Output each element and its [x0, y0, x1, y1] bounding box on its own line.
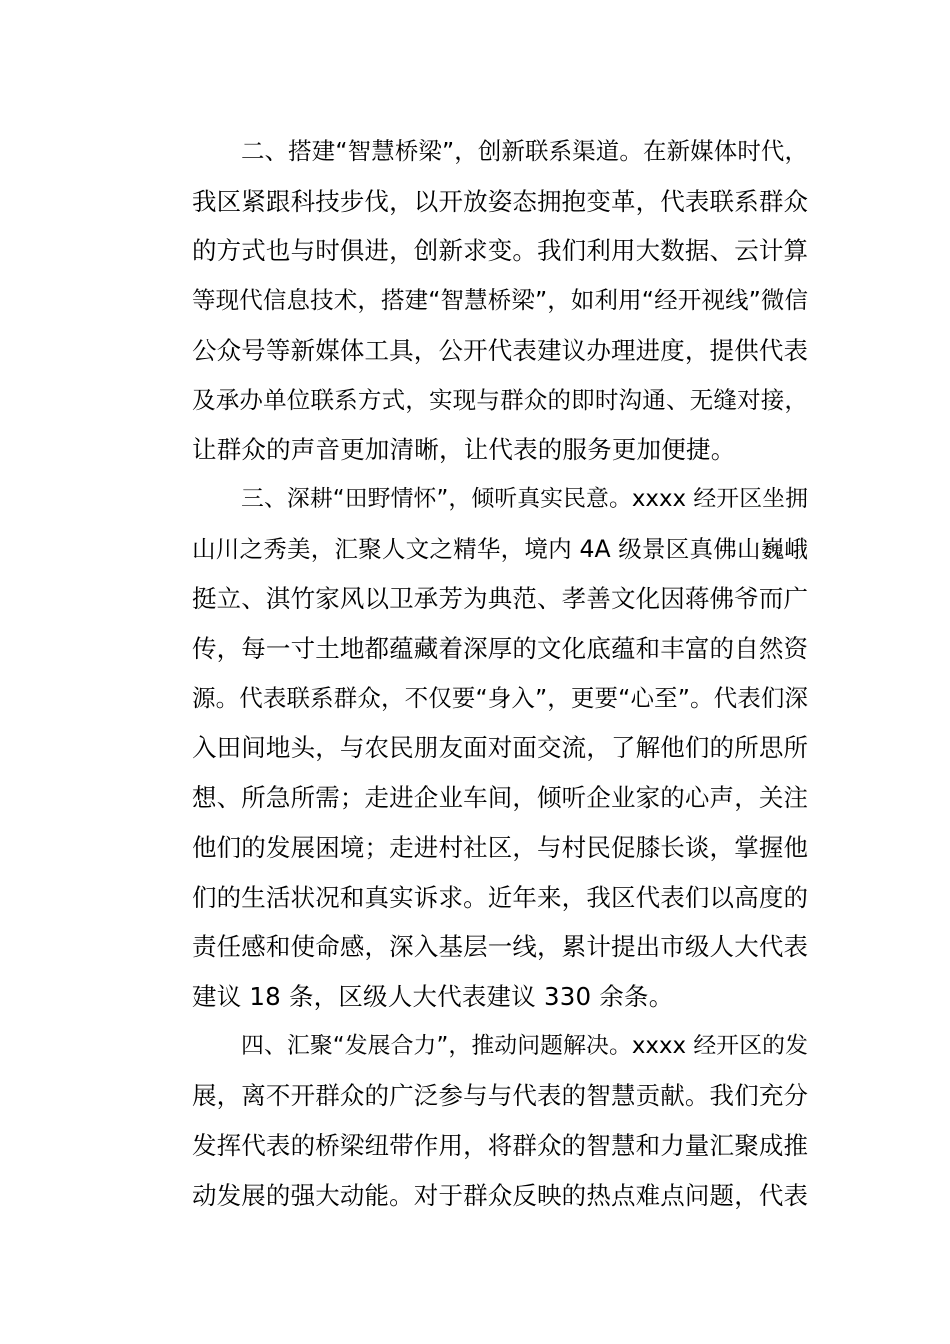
- text-line: 我区紧跟科技步伐，以开放姿态拥抱变革，代表联系群众: [192, 186, 808, 216]
- paragraph-development-synergy: [143, 1022, 808, 1221]
- text-line: 他们的发展困境；走进村社区，与村民促膝长谈，掌握他: [192, 832, 808, 862]
- text-line: 四、汇聚“发展合力”，推动问题解决。xxxx 经开区的发: [241, 1032, 808, 1059]
- text-line: 想、所急所需；走进企业车间，倾听企业家的心声，关注: [192, 783, 808, 813]
- text-line: 们的生活状况和真实诉求。近年来，我区代表们以高度的: [192, 882, 808, 912]
- text-line: 公众号等新媒体工具，公开代表建议办理进度，提供代表: [192, 335, 808, 365]
- paragraph-smart-bridge: [143, 127, 808, 475]
- text-line: 传，每一寸土地都蕴藏着深厚的文化底蕴和丰富的自然资: [192, 634, 808, 664]
- text-line: 三、深耕“田野情怀”，倾听真实民意。xxxx 经开区坐拥: [241, 485, 808, 512]
- text-line: 二、搭建“智慧桥梁”，创新联系渠道。在新媒体时代，: [241, 137, 808, 165]
- text-line: 让群众的声音更加清晰，让代表的服务更加便捷。: [192, 435, 736, 465]
- paragraph-field-sentiment: [143, 475, 808, 1022]
- text-line: 山川之秀美，汇聚人文之精华，境内 4A 级景区真佛山巍峨: [192, 534, 808, 563]
- text-line: 挺立、淇竹家风以卫承芳为典范、孝善文化因蒋佛爷而广: [192, 584, 808, 614]
- text-line: 展，离不开群众的广泛参与与代表的智慧贡献。我们充分: [192, 1081, 808, 1111]
- text-line: 发挥代表的桥梁纽带作用，将群众的智慧和力量汇聚成推: [192, 1131, 808, 1161]
- text-line: 责任感和使命感，深入基层一线，累计提出市级人大代表: [192, 932, 808, 962]
- text-line: 动发展的强大动能。对于群众反映的热点难点问题，代表: [192, 1180, 808, 1210]
- document-body: [143, 127, 808, 1220]
- text-line: 源。代表联系群众，不仅要“身入”，更要“心至”。代表们深: [192, 683, 808, 712]
- text-line: 建议 18 条，区级人大代表建议 330 余条。: [192, 981, 674, 1011]
- text-line: 等现代信息技术，搭建“智慧桥梁”，如利用“经开视线”微信: [192, 286, 808, 315]
- text-line: 的方式也与时俱进，创新求变。我们利用大数据、云计算: [192, 236, 808, 266]
- text-line: 入田间地头，与农民朋友面对面交流，了解他们的所思所: [192, 733, 808, 763]
- text-line: 及承办单位联系方式，实现与群众的即时沟通、无缝对接，: [192, 385, 808, 414]
